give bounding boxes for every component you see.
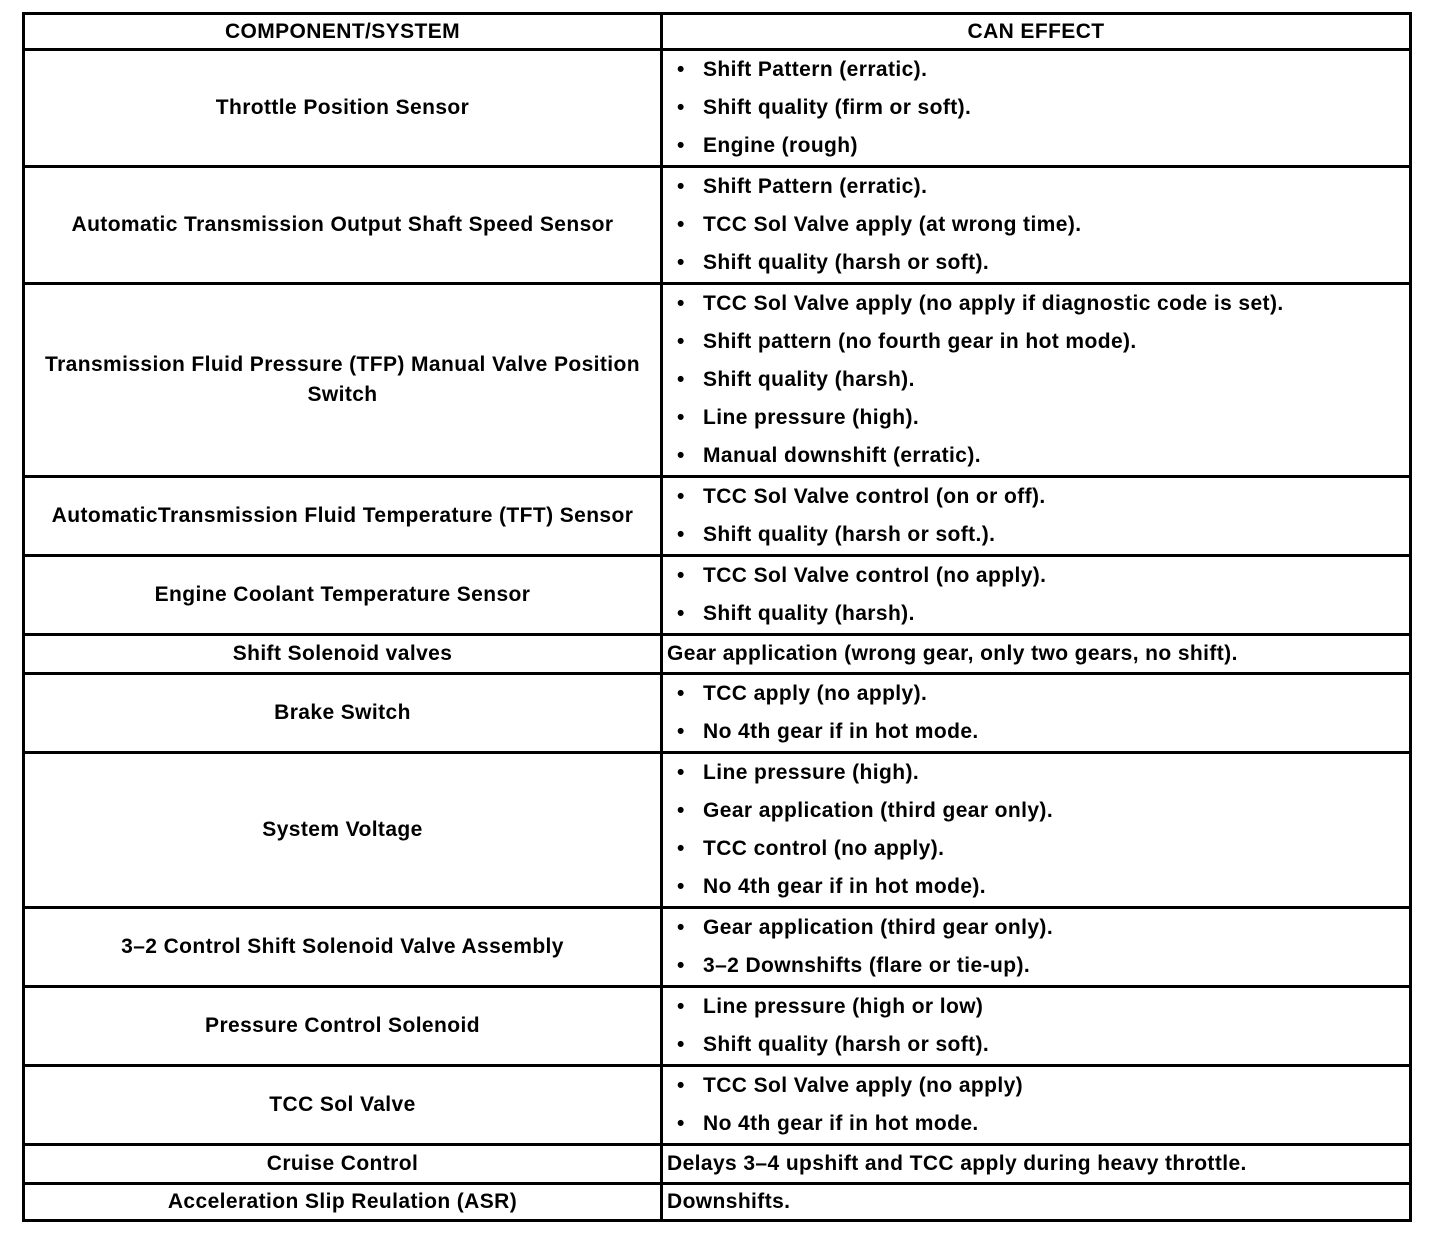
component-cell: Brake Switch bbox=[24, 674, 662, 753]
component-cell: 3–2 Control Shift Solenoid Valve Assembly bbox=[24, 908, 662, 987]
effect-list bbox=[677, 168, 1409, 282]
effect-text: TCC control (no apply). bbox=[703, 837, 945, 860]
bullet-icon: • bbox=[677, 175, 685, 198]
effect-text: Shift quality (harsh or soft.). bbox=[703, 523, 996, 546]
effect-text: Gear application (third gear only). bbox=[703, 916, 1054, 939]
effect-text: Shift quality (harsh or soft). bbox=[703, 1033, 990, 1056]
component-cell: Shift Solenoid valves bbox=[24, 635, 662, 674]
effect-item bbox=[677, 127, 1409, 165]
table-row bbox=[24, 167, 1411, 284]
effect-item bbox=[677, 675, 1409, 713]
bullet-icon: • bbox=[677, 720, 685, 743]
effect-text: TCC Sol Valve apply (no apply) bbox=[703, 1074, 1024, 1097]
effect-item bbox=[677, 437, 1409, 475]
effect-cell bbox=[662, 987, 1411, 1066]
effect-item bbox=[677, 244, 1409, 282]
bullet-icon: • bbox=[677, 485, 685, 508]
table-row bbox=[24, 1145, 1411, 1184]
effect-item bbox=[677, 361, 1409, 399]
bullet-icon: • bbox=[677, 602, 685, 625]
bullet-icon: • bbox=[677, 954, 685, 977]
bullet-icon: • bbox=[677, 564, 685, 587]
effect-cell: Gear application (wrong gear, only two gears, no shift). bbox=[662, 635, 1411, 674]
bullet-icon: • bbox=[677, 916, 685, 939]
bullet-icon: • bbox=[677, 995, 685, 1018]
effect-text: Manual downshift (erratic). bbox=[703, 444, 981, 467]
effect-text: Shift quality (firm or soft). bbox=[703, 96, 972, 119]
effect-cell: Downshifts. bbox=[662, 1184, 1411, 1221]
effect-item bbox=[677, 947, 1409, 985]
header-component: COMPONENT/SYSTEM bbox=[24, 14, 662, 50]
effect-list bbox=[677, 988, 1409, 1064]
effect-text: No 4th gear if in hot mode. bbox=[703, 1112, 979, 1135]
effect-list bbox=[677, 51, 1409, 165]
effect-item bbox=[677, 988, 1409, 1026]
effect-item bbox=[677, 792, 1409, 830]
component-cell: Acceleration Slip Reulation (ASR) bbox=[24, 1184, 662, 1221]
table-row bbox=[24, 284, 1411, 477]
component-cell: Throttle Position Sensor bbox=[24, 50, 662, 167]
table-row bbox=[24, 753, 1411, 908]
effect-text: TCC Sol Valve apply (no apply if diagnostic code is set). bbox=[703, 292, 1284, 315]
bullet-icon: • bbox=[677, 682, 685, 705]
table-row bbox=[24, 477, 1411, 556]
table-row bbox=[24, 50, 1411, 167]
effect-cell bbox=[662, 50, 1411, 167]
effect-text: Line pressure (high). bbox=[703, 761, 920, 784]
effect-text: No 4th gear if in hot mode). bbox=[703, 875, 987, 898]
bullet-icon: • bbox=[677, 1112, 685, 1135]
header-row bbox=[24, 14, 1411, 50]
bullet-icon: • bbox=[677, 761, 685, 784]
effect-item bbox=[677, 713, 1409, 751]
effect-cell bbox=[662, 753, 1411, 908]
bullet-icon: • bbox=[677, 213, 685, 236]
effect-item bbox=[677, 89, 1409, 127]
table-row bbox=[24, 908, 1411, 987]
effect-item bbox=[677, 51, 1409, 89]
effect-list bbox=[677, 754, 1409, 906]
effect-item bbox=[677, 1026, 1409, 1064]
effect-text: Shift Pattern (erratic). bbox=[703, 175, 928, 198]
bullet-icon: • bbox=[677, 1033, 685, 1056]
component-effect-table bbox=[22, 12, 1412, 1222]
table-row bbox=[24, 1184, 1411, 1221]
effect-text: Shift quality (harsh). bbox=[703, 368, 915, 391]
bullet-icon: • bbox=[677, 799, 685, 822]
effect-list bbox=[677, 557, 1409, 633]
bullet-icon: • bbox=[677, 251, 685, 274]
header-effect: CAN EFFECT bbox=[662, 14, 1411, 50]
effect-text: Shift pattern (no fourth gear in hot mode). bbox=[703, 330, 1137, 353]
effect-item bbox=[677, 399, 1409, 437]
table-row bbox=[24, 556, 1411, 635]
effect-item bbox=[677, 830, 1409, 868]
effect-cell bbox=[662, 284, 1411, 477]
effect-list bbox=[677, 1067, 1409, 1143]
effect-text: Engine (rough) bbox=[703, 134, 858, 157]
effect-item bbox=[677, 595, 1409, 633]
effect-text: TCC Sol Valve apply (at wrong time). bbox=[703, 213, 1082, 236]
component-cell: TCC Sol Valve bbox=[24, 1066, 662, 1145]
effect-item bbox=[677, 909, 1409, 947]
bullet-icon: • bbox=[677, 368, 685, 391]
effect-text: TCC Sol Valve control (on or off). bbox=[703, 485, 1046, 508]
effect-text: Shift quality (harsh). bbox=[703, 602, 915, 625]
effect-item bbox=[677, 516, 1409, 554]
bullet-icon: • bbox=[677, 444, 685, 467]
effect-item bbox=[677, 285, 1409, 323]
component-cell: Transmission Fluid Pressure (TFP) Manual Valve Position Switch bbox=[24, 284, 662, 477]
component-cell: Automatic Transmission Output Shaft Speed Sensor bbox=[24, 167, 662, 284]
table-row bbox=[24, 1066, 1411, 1145]
effect-cell bbox=[662, 167, 1411, 284]
component-cell: Engine Coolant Temperature Sensor bbox=[24, 556, 662, 635]
bullet-icon: • bbox=[677, 837, 685, 860]
effect-item bbox=[677, 168, 1409, 206]
effect-list bbox=[677, 675, 1409, 751]
effect-item bbox=[677, 1067, 1409, 1105]
effect-item bbox=[677, 754, 1409, 792]
effect-item bbox=[677, 868, 1409, 906]
bullet-icon: • bbox=[677, 330, 685, 353]
bullet-icon: • bbox=[677, 292, 685, 315]
effect-text: TCC Sol Valve control (no apply). bbox=[703, 564, 1047, 587]
bullet-icon: • bbox=[677, 58, 685, 81]
effect-list bbox=[677, 285, 1409, 475]
effect-cell: Delays 3–4 upshift and TCC apply during heavy throttle. bbox=[662, 1145, 1411, 1184]
effect-text: TCC apply (no apply). bbox=[703, 682, 928, 705]
effect-cell bbox=[662, 477, 1411, 556]
effect-text: Line pressure (high). bbox=[703, 406, 920, 429]
bullet-icon: • bbox=[677, 1074, 685, 1097]
table-row bbox=[24, 674, 1411, 753]
effect-item bbox=[677, 557, 1409, 595]
effect-item bbox=[677, 323, 1409, 361]
bullet-icon: • bbox=[677, 875, 685, 898]
effect-list bbox=[677, 909, 1409, 985]
bullet-icon: • bbox=[677, 523, 685, 546]
bullet-icon: • bbox=[677, 96, 685, 119]
table-row bbox=[24, 635, 1411, 674]
effect-cell bbox=[662, 556, 1411, 635]
effect-text: Gear application (third gear only). bbox=[703, 799, 1054, 822]
effect-cell bbox=[662, 674, 1411, 753]
effect-cell bbox=[662, 1066, 1411, 1145]
effect-text: Shift Pattern (erratic). bbox=[703, 58, 928, 81]
effect-text: No 4th gear if in hot mode. bbox=[703, 720, 979, 743]
component-cell: Pressure Control Solenoid bbox=[24, 987, 662, 1066]
component-cell: System Voltage bbox=[24, 753, 662, 908]
effect-text: Shift quality (harsh or soft). bbox=[703, 251, 990, 274]
effect-item bbox=[677, 206, 1409, 244]
effect-text: 3–2 Downshifts (flare or tie-up). bbox=[703, 954, 1031, 977]
effect-item bbox=[677, 478, 1409, 516]
component-cell: AutomaticTransmission Fluid Temperature (TFT) Sensor bbox=[24, 477, 662, 556]
effect-list bbox=[677, 478, 1409, 554]
bullet-icon: • bbox=[677, 134, 685, 157]
effect-cell bbox=[662, 908, 1411, 987]
table-row bbox=[24, 987, 1411, 1066]
effect-item bbox=[677, 1105, 1409, 1143]
effect-text: Line pressure (high or low) bbox=[703, 995, 984, 1018]
bullet-icon: • bbox=[677, 406, 685, 429]
component-cell: Cruise Control bbox=[24, 1145, 662, 1184]
